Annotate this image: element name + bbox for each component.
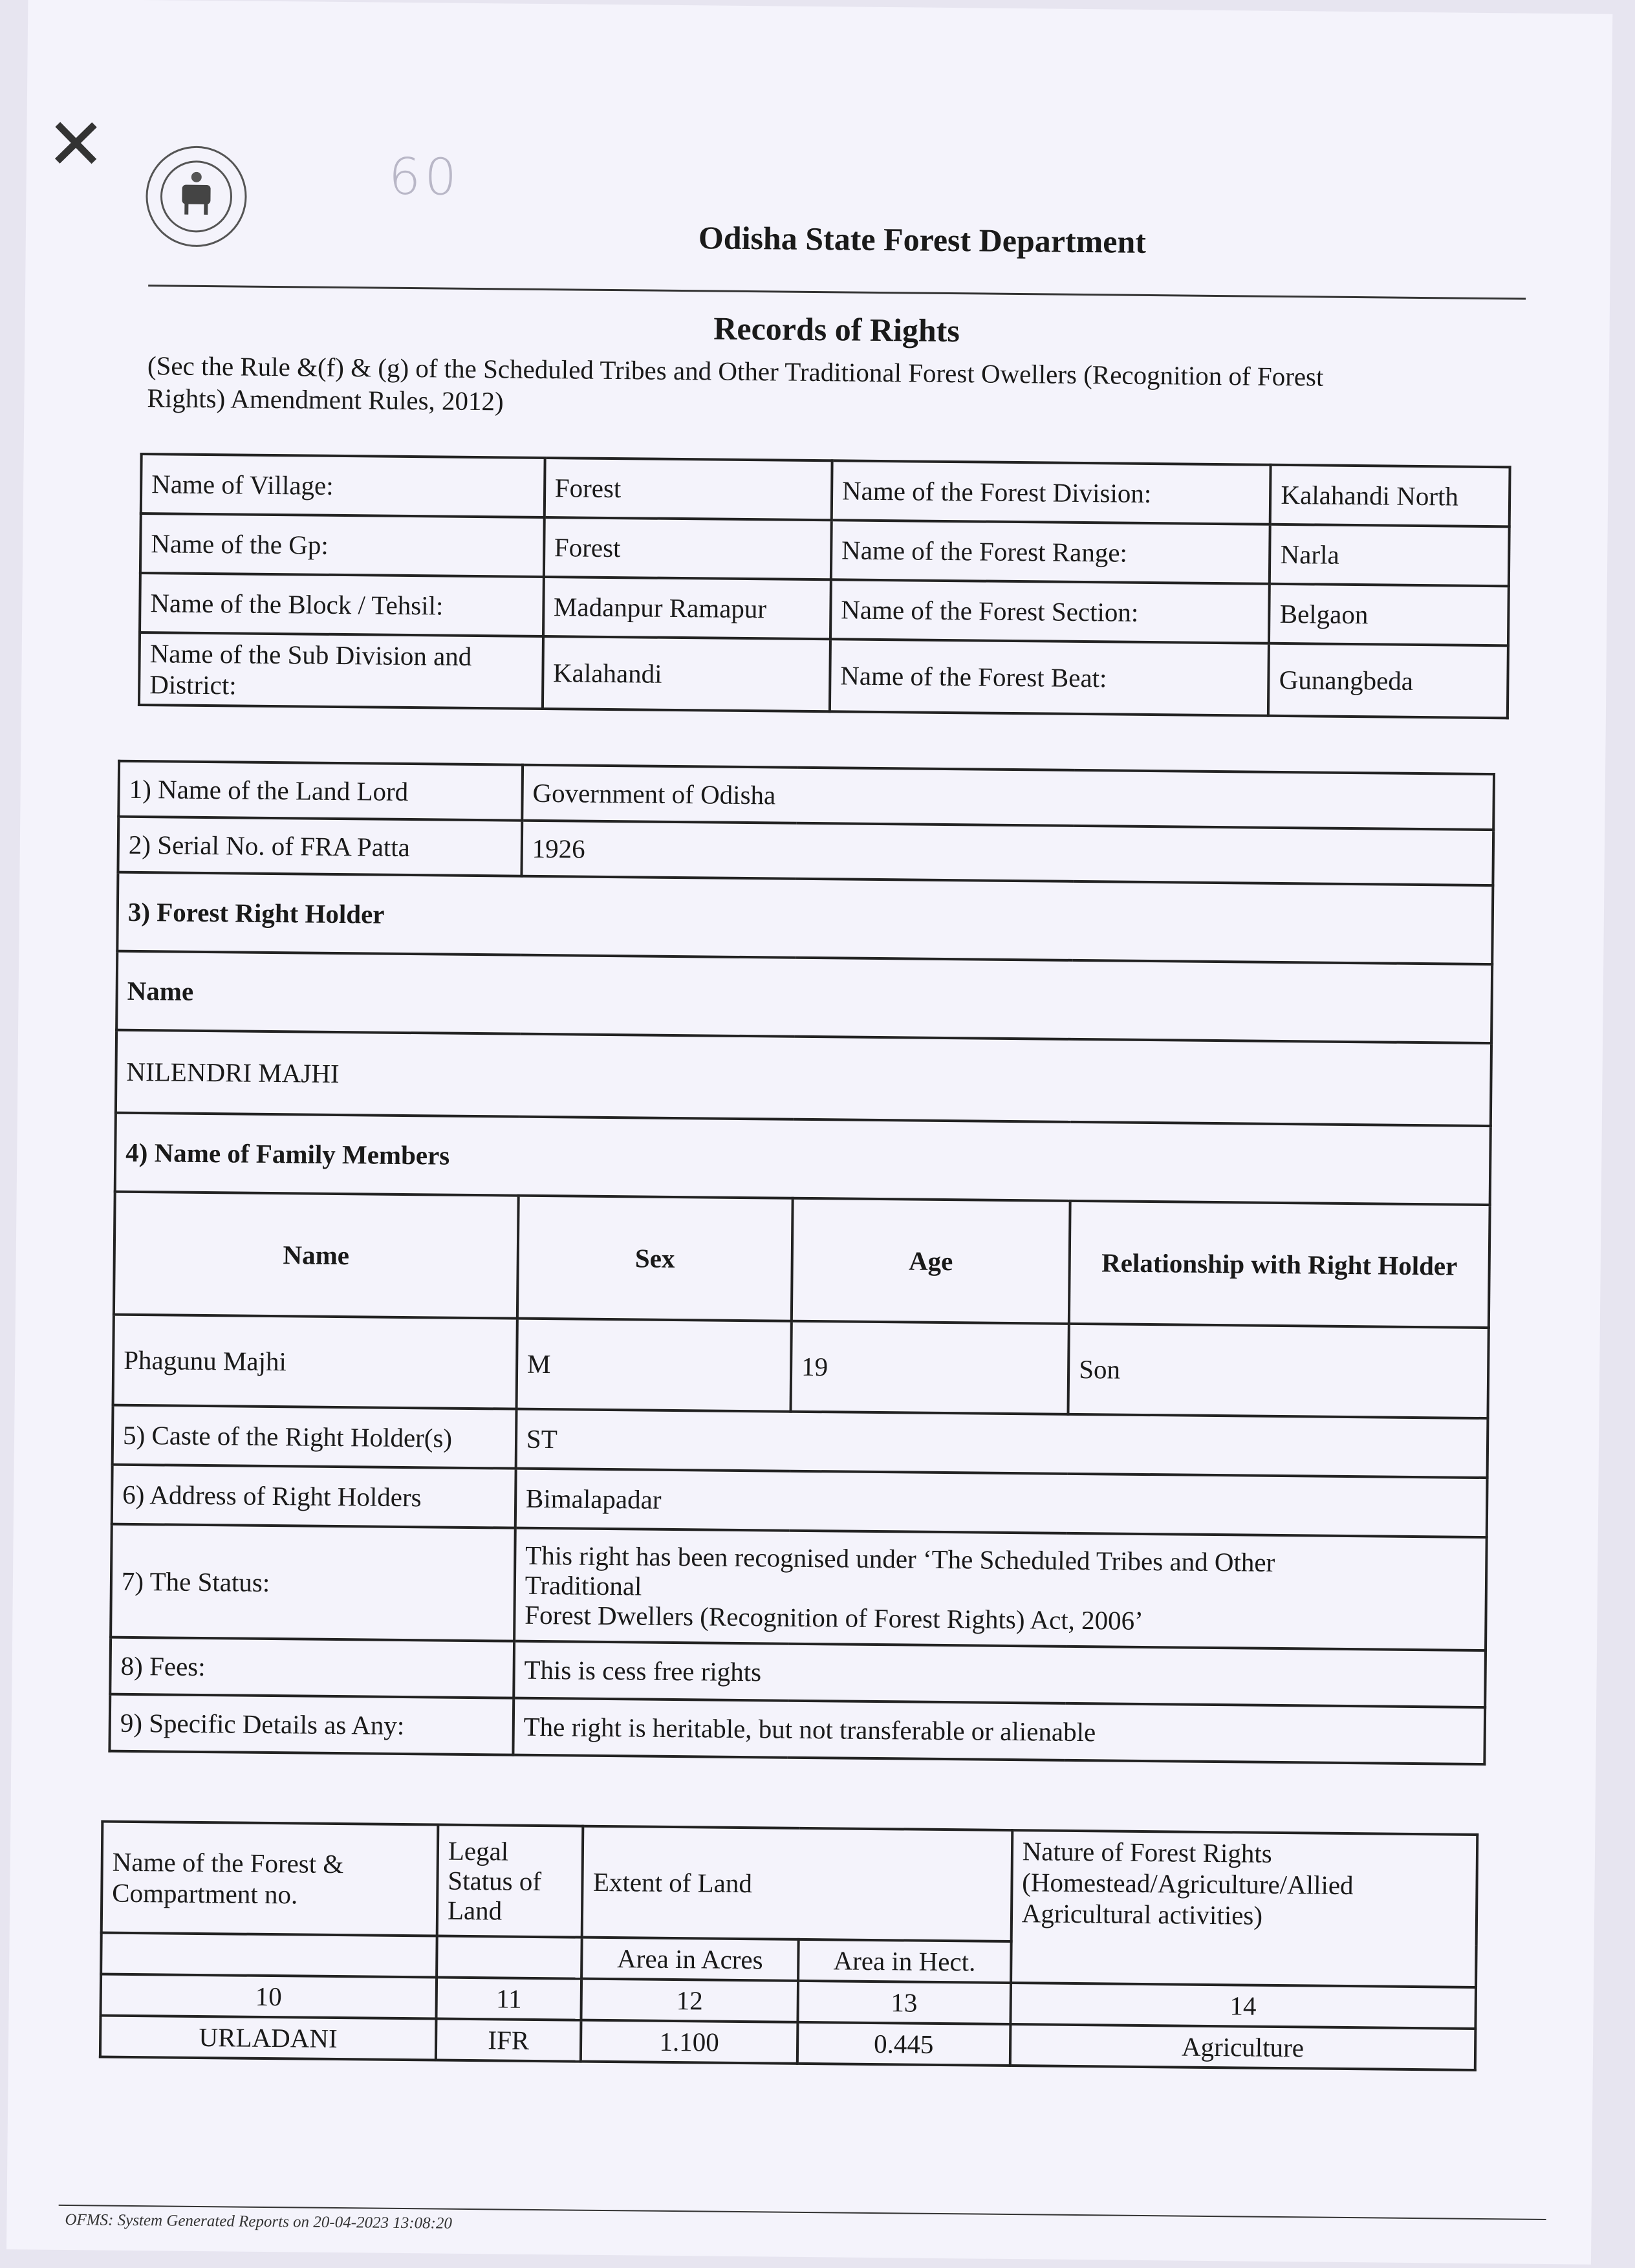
address-label: 6) Address of Right Holders <box>112 1465 516 1528</box>
status-line1: This right has been recognised under ‘The Scheduled Tribes and Other <box>525 1540 1275 1577</box>
land-legal-status: IFR <box>436 2019 581 2062</box>
land-col-legal-status: Legal Status of Land <box>437 1825 583 1938</box>
handwritten-cross-mark: ✕ <box>45 102 107 186</box>
family-member-relationship: Son <box>1068 1324 1489 1418</box>
caste-value: ST <box>515 1409 1488 1478</box>
land-col-area-acres: Area in Acres <box>582 1938 799 1981</box>
specific-details-value: The right is heritable, but not transferable or alienable <box>513 1698 1485 1764</box>
land-empty-cell <box>101 1933 437 1978</box>
forest-range-label: Name of the Forest Range: <box>831 520 1270 584</box>
address-value: Bimalapadar <box>515 1469 1488 1537</box>
family-member-name: Phagunu Majhi <box>113 1315 517 1409</box>
location-table <box>138 453 1511 719</box>
specific-details-label: 9) Specific Details as Any: <box>109 1694 514 1755</box>
land-nature: Agriculture <box>1010 2024 1476 2070</box>
forest-right-holder-heading: 3) Forest Right Holder <box>117 872 1493 964</box>
land-col-extent: Extent of Land <box>582 1826 1012 1941</box>
holder-name-heading: Name <box>116 951 1492 1043</box>
caste-label: 5) Caste of the Right Holder(s) <box>113 1405 517 1469</box>
land-table <box>99 1820 1478 2071</box>
fees-value: This is cess free rights <box>514 1641 1486 1707</box>
block-label: Name of the Block / Tehsil: <box>140 573 543 636</box>
odisha-emblem-icon <box>146 146 247 247</box>
subdivision-label: Name of the Sub Division and District: <box>139 632 543 709</box>
forest-beat-label: Name of the Forest Beat: <box>830 639 1270 716</box>
forest-range-value: Narla <box>1270 524 1509 587</box>
family-col-age: Age <box>792 1198 1070 1324</box>
land-number-10: 10 <box>100 1974 436 2019</box>
status-value <box>514 1528 1487 1650</box>
subdivision-value: Kalahandi <box>543 636 830 711</box>
land-forest-name: URLADANI <box>100 2016 436 2060</box>
serial-value: 1926 <box>521 821 1493 885</box>
village-value: Forest <box>544 458 832 520</box>
family-col-name: Name <box>114 1192 519 1319</box>
family-col-sex: Sex <box>517 1196 793 1321</box>
gp-value: Forest <box>544 517 832 579</box>
land-col-forest: Name of the Forest & Compartment no. <box>102 1822 439 1936</box>
document-sheet <box>6 0 1612 2265</box>
village-label: Name of Village: <box>141 454 545 517</box>
land-empty-cell <box>437 1936 582 1979</box>
rule-reference <box>147 349 1538 427</box>
landlord-label: 1) Name of the Land Lord <box>118 761 523 821</box>
landlord-value: Government of Odisha <box>522 765 1494 830</box>
fees-label: 8) Fees: <box>110 1637 514 1698</box>
status-label: 7) The Status: <box>111 1524 515 1641</box>
block-value: Madanpur Ramapur <box>543 577 831 639</box>
status-line3: Forest Dwellers (Recognition of Forest Rights) Act, 2006’ <box>525 1599 1144 1636</box>
land-number-11: 11 <box>436 1978 581 2020</box>
forest-section-label: Name of the Forest Section: <box>830 579 1270 643</box>
header-divider <box>148 285 1526 299</box>
family-member-sex: M <box>516 1319 791 1412</box>
forest-beat-value: Gunangbeda <box>1268 643 1508 718</box>
holder-name-value: NILENDRI MAJHI <box>116 1030 1491 1126</box>
land-col-nature: Nature of Forest Rights (Homestead/Agriculture/Allied Agricultural activities) <box>1011 1830 1478 1987</box>
land-area-acres: 1.100 <box>581 2020 797 2064</box>
land-number-12: 12 <box>581 1979 798 2022</box>
serial-label: 2) Serial No. of FRA Patta <box>118 817 522 876</box>
record-table <box>108 760 1495 1766</box>
family-members-heading: 4) Name of Family Members <box>115 1113 1491 1205</box>
status-line2: Traditional <box>525 1570 642 1601</box>
land-area-hect: 0.445 <box>797 2022 1010 2066</box>
forest-division-label: Name of the Forest Division: <box>832 460 1271 524</box>
rule-reference-line1: (Sec the Rule &(f) & (g) of the Scheduled Tribes and Other Traditional Forest Owellers (Recognition of Forest <box>147 351 1324 392</box>
family-col-relationship: Relationship with Right Holder <box>1069 1201 1490 1328</box>
family-member-age: 19 <box>790 1321 1068 1414</box>
gp-label: Name of the Gp: <box>140 513 544 577</box>
forest-section-value: Belgaon <box>1269 584 1508 646</box>
document-title: Records of Rights <box>713 310 960 349</box>
forest-division-value: Kalahandi North <box>1270 465 1510 527</box>
land-number-14: 14 <box>1010 1983 1476 2029</box>
land-number-13: 13 <box>797 1981 1011 2024</box>
rule-reference-line2: Rights) Amendment Rules, 2012) <box>147 383 504 416</box>
family-row <box>113 1315 1489 1418</box>
handwritten-page-number: 60 <box>388 147 461 207</box>
land-col-area-hect: Area in Hect. <box>798 1939 1012 1983</box>
department-title: Odisha State Forest Department <box>698 219 1147 260</box>
footer-generated-text: OFMS: System Generated Reports on 20-04-2023 13:08:20 <box>65 2211 453 2232</box>
